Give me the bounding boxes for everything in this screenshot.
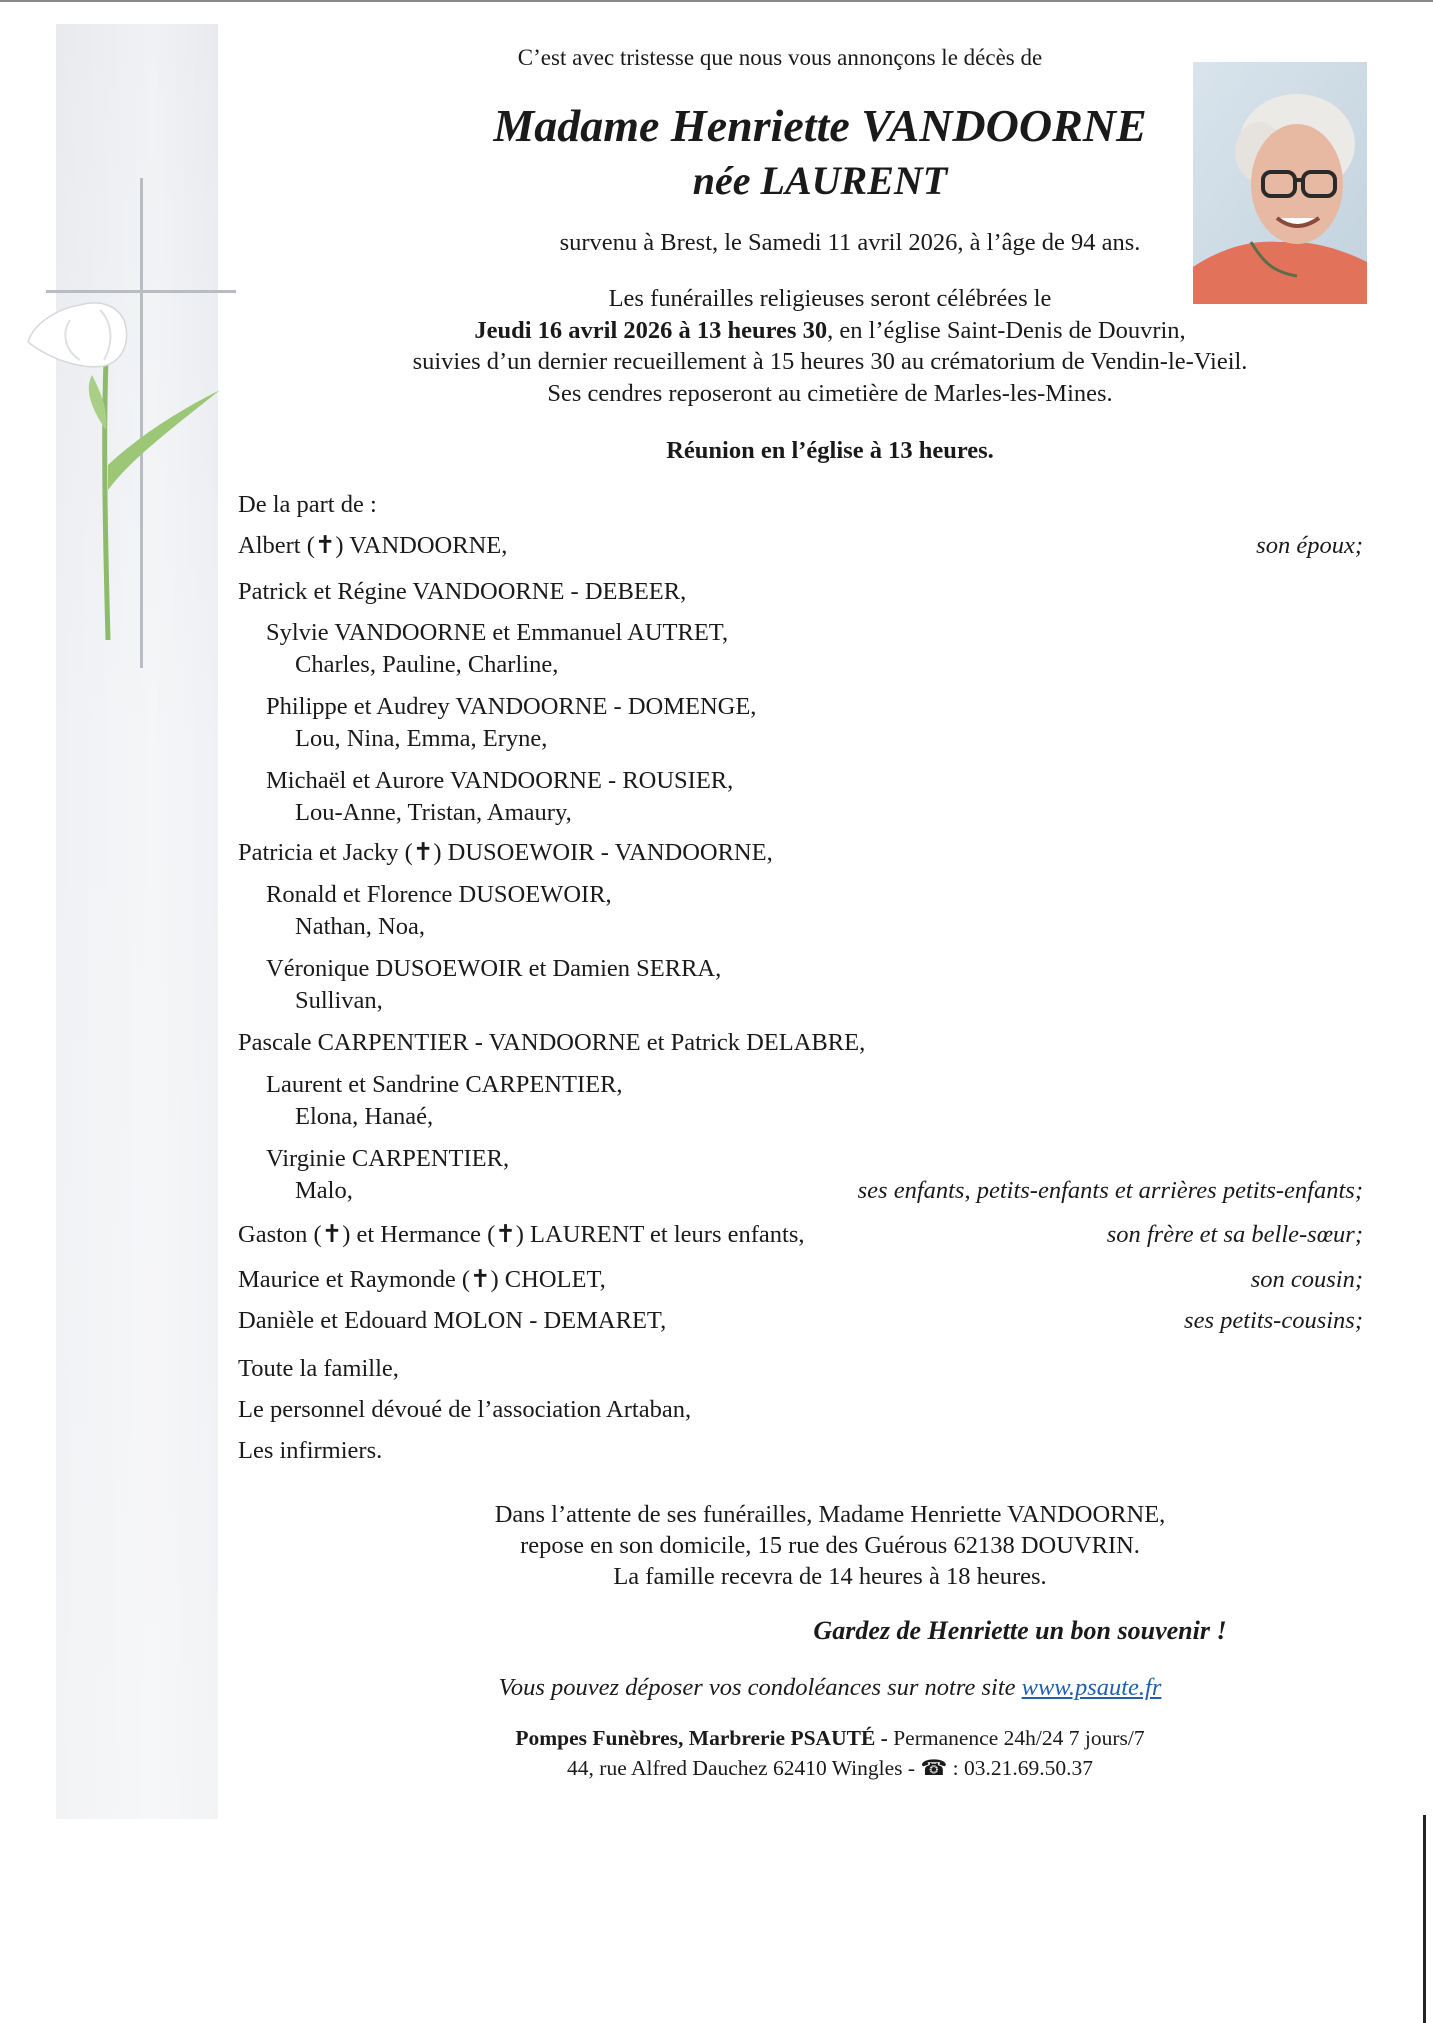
funeral-home-hours: Permanence 24h/24 7 jours/7 <box>887 1726 1145 1750</box>
keepsake-message: Gardez de Henriette un bon souvenir ! <box>813 1616 1227 1645</box>
family-member: Gaston (✝) et Hermance (✝) LAURENT et leurs enfants, <box>238 1221 805 1248</box>
top-rule <box>0 0 1433 2</box>
family-children: Lou-Anne, Tristan, Amaury, <box>295 799 572 826</box>
funeral-home-phone: : 03.21.69.50.37 <box>947 1756 1093 1780</box>
funeral-date-time: Jeudi 16 avril 2026 à 13 heures 30 <box>474 317 828 344</box>
relationship: ses enfants, petits-enfants et arrières petits-enfants; <box>857 1177 1363 1204</box>
funeral-home-address: 44, rue Alfred Dauchez 62410 Wingles - <box>567 1756 921 1780</box>
family-member: Le personnel dévoué de l’association Artaban, <box>238 1396 692 1423</box>
cross-icon <box>46 178 236 668</box>
phone-icon: ☎ <box>920 1756 948 1780</box>
family-member: Toute la famille, <box>238 1355 399 1382</box>
family-children: Nathan, Noa, <box>295 913 425 940</box>
family-member: Maurice et Raymonde (✝) CHOLET, <box>238 1266 606 1293</box>
website-link[interactable]: www.psaute.fr <box>1021 1674 1162 1701</box>
relationship: son frère et sa belle-sœur; <box>1106 1221 1363 1248</box>
family-member: Virginie CARPENTIER, <box>266 1145 510 1172</box>
maiden-name: née LAURENT <box>692 158 948 203</box>
family-member: Sylvie VANDOORNE et Emmanuel AUTRET, <box>266 619 729 646</box>
condolences-prompt: Vous pouvez déposer vos condoléances sur notre site <box>498 1674 1022 1701</box>
funeral-line-3: suivies d’un dernier recueillement à 15 heures 30 au crématorium de Vendin-le-Vieil. <box>412 348 1248 375</box>
cross-and-tulip-illustration <box>0 160 240 680</box>
family-member: Patrick et Régine VANDOORNE - DEBEER, <box>238 578 687 605</box>
relationship: ses petits-cousins; <box>1184 1307 1363 1334</box>
wake-line-1: Dans l’attente de ses funérailles, Madame Henriette VANDOORNE, <box>494 1501 1166 1528</box>
family-children: Malo, <box>295 1177 353 1204</box>
family-member: Michaël et Aurore VANDOORNE - ROUSIER, <box>266 767 734 794</box>
relationship: son cousin; <box>1250 1266 1363 1293</box>
family-member: Patricia et Jacky (✝) DUSOEWOIR - VANDOORNE, <box>238 839 773 866</box>
scan-edge <box>1423 1815 1426 2023</box>
family-children: Lou, Nina, Emma, Eryne, <box>295 725 548 752</box>
wake-line-2: repose en son domicile, 15 rue des Guérous 62138 DOUVRIN. <box>520 1532 1140 1559</box>
family-children: Charles, Pauline, Charline, <box>295 651 559 678</box>
family-intro: De la part de : <box>238 491 377 518</box>
funeral-line-2 <box>330 316 1330 346</box>
wake-line-3: La famille recevra de 14 heures à 18 heures. <box>613 1563 1047 1590</box>
tulip-icon <box>28 303 220 640</box>
family-member: Albert (✝) VANDOORNE, <box>238 532 508 559</box>
family-children: Elona, Hanaé, <box>295 1103 434 1130</box>
intro-text: C’est avec tristesse que nous vous annonçons le décès de <box>517 45 1043 70</box>
family-member: Laurent et Sandrine CARPENTIER, <box>266 1071 623 1098</box>
family-member: Philippe et Audrey VANDOORNE - DOMENGE, <box>266 693 757 720</box>
family-member: Véronique DUSOEWOIR et Damien SERRA, <box>266 955 722 982</box>
family-children: Sullivan, <box>295 987 383 1014</box>
church-meeting: Réunion en l’église à 13 heures. <box>666 437 994 464</box>
family-member: Ronald et Florence DUSOEWOIR, <box>266 881 612 908</box>
funeral-line-4: Ses cendres reposeront au cimetière de Marles-les-Mines. <box>547 380 1113 407</box>
relationship: son époux; <box>1256 532 1363 559</box>
deceased-name: Madame Henriette VANDOORNE <box>493 100 1147 151</box>
funeral-line-1: Les funérailles religieuses seront célébrées le <box>608 285 1052 312</box>
family-member: Les infirmiers. <box>238 1437 383 1464</box>
funeral-home-contact <box>330 1756 1330 1781</box>
funeral-home-name: Pompes Funèbres, Marbrerie PSAUTÉ - <box>515 1726 888 1750</box>
family-member: Pascale CARPENTIER - VANDOORNE et Patrick DELABRE, <box>238 1029 866 1056</box>
funeral-place: , en l’église Saint-Denis de Douvrin, <box>827 317 1186 344</box>
condolences-text <box>330 1673 1330 1703</box>
funeral-home-line <box>330 1726 1330 1751</box>
family-member: Danièle et Edouard MOLON - DEMARET, <box>238 1307 667 1334</box>
death-notice: survenu à Brest, le Samedi 11 avril 2026, à l’âge de 94 ans. <box>559 229 1141 256</box>
